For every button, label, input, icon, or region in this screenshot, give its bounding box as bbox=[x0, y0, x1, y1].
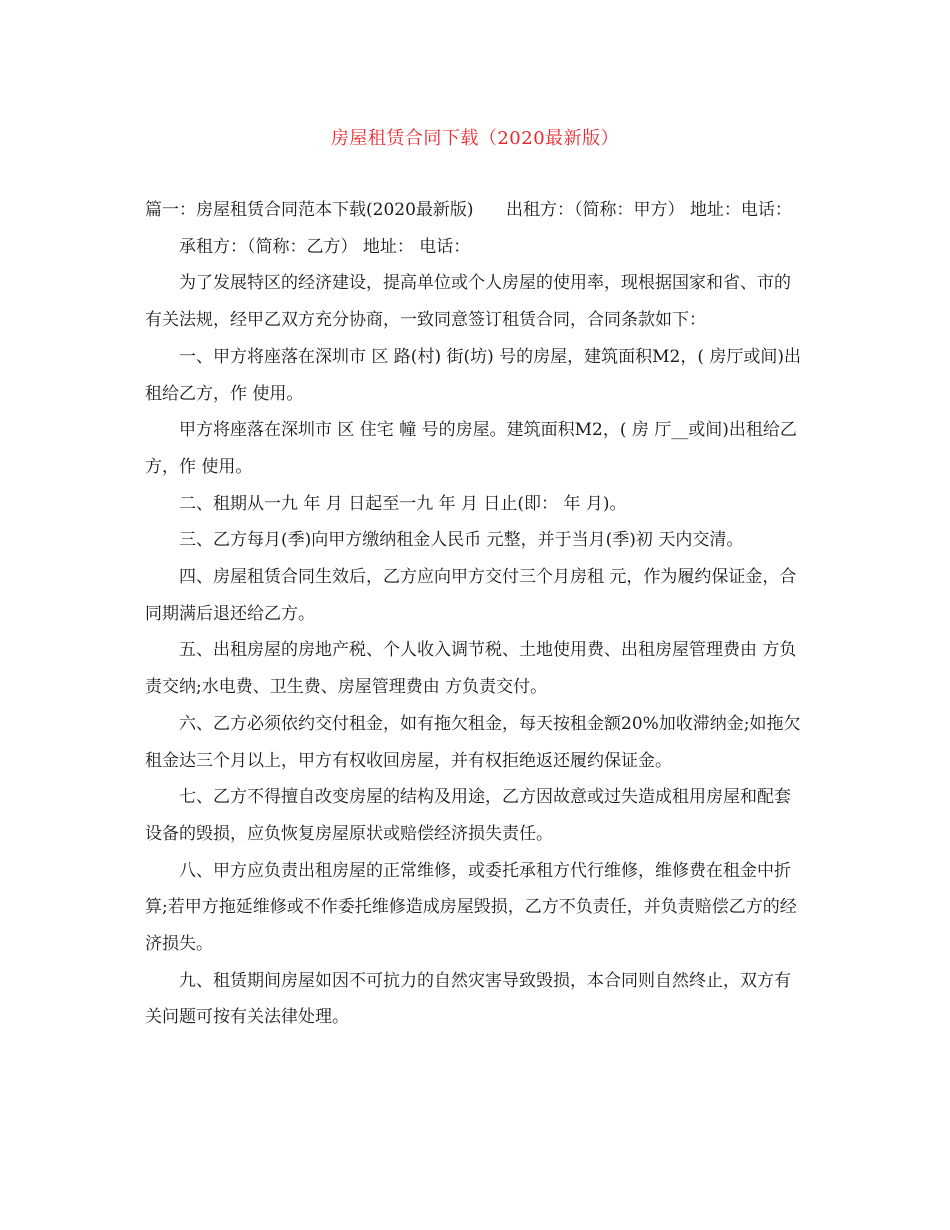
paragraph-preamble: 为了发展特区的经济建设，提高单位或个人房屋的使用率，现根据国家和省、市的有关法规，经甲乙双方充分协商，一致同意签订租赁合同，合同条款如下： bbox=[145, 273, 791, 331]
document-body bbox=[145, 192, 805, 1036]
paragraph-clause-3: 三、乙方每月(季)向甲方缴纳租金人民币 元整，并于当月(季)初 天内交清。 bbox=[179, 530, 744, 551]
paragraph-intro: 篇一：房屋租赁合同范本下载(2020最新版) 出租方：（简称：甲方） 地址：电话： bbox=[145, 200, 792, 220]
paragraph-lessee: 承租方：（简称：乙方） 地址： 电话： bbox=[179, 236, 471, 257]
paragraph-clause-8: 八、甲方应负责出租房屋的正常维修，或委托承租方代行维修，维修费在租金中折算;若甲方拖延维修或不作委托维修造成房屋毁损，乙方不负责任，并负责赔偿乙方的经济损失。 bbox=[145, 860, 797, 955]
paragraph-clause-2: 二、租期从一九 年 月 日起至一九 年 月 日止(即： 年 月)。 bbox=[179, 493, 627, 514]
paragraph-clause-5: 五、出租房屋的房地产税、个人收入调节税、土地使用费、出租房屋管理费由 方负责交纳;水电费、卫生费、房屋管理费由 方负责交付。 bbox=[145, 640, 797, 698]
paragraph-clause-7: 七、乙方不得擅自改变房屋的结构及用途，乙方因故意或过失造成租用房屋和配套设备的毁损，应负恢复房屋原状或赔偿经济损失责任。 bbox=[145, 787, 791, 844]
paragraph-clause-9: 九、租赁期间房屋如因不可抗力的自然灾害导致毁损，本合同则自然终止，双方有关问题可按有关法律处理。 bbox=[145, 970, 791, 1028]
paragraph-clause-1: 一、甲方将座落在深圳市 区 路(村) 街(坊) 号的房屋，建筑面积M2，( 房厅或间)出租给乙方，作 使用。 bbox=[145, 346, 802, 404]
document-title: 房屋租赁合同下载（2020最新版） bbox=[330, 128, 620, 149]
paragraph-clause-6: 六、乙方必须依约交付租金，如有拖欠租金，每天按租金额20%加收滞纳金;如拖欠租金达三个月以上，甲方有权收回房屋，并有权拒绝返还履约保证金。 bbox=[145, 713, 801, 771]
paragraph-clause-1-alt: 甲方将座落在深圳市 区 住宅 幢 号的房屋。建筑面积M2，( 房 厅__或间)出租给乙方，作 使用。 bbox=[145, 420, 797, 477]
paragraph-clause-4: 四、房屋租赁合同生效后，乙方应向甲方交付三个月房租 元，作为履约保证金，合同期满后退还给乙方。 bbox=[145, 567, 797, 624]
